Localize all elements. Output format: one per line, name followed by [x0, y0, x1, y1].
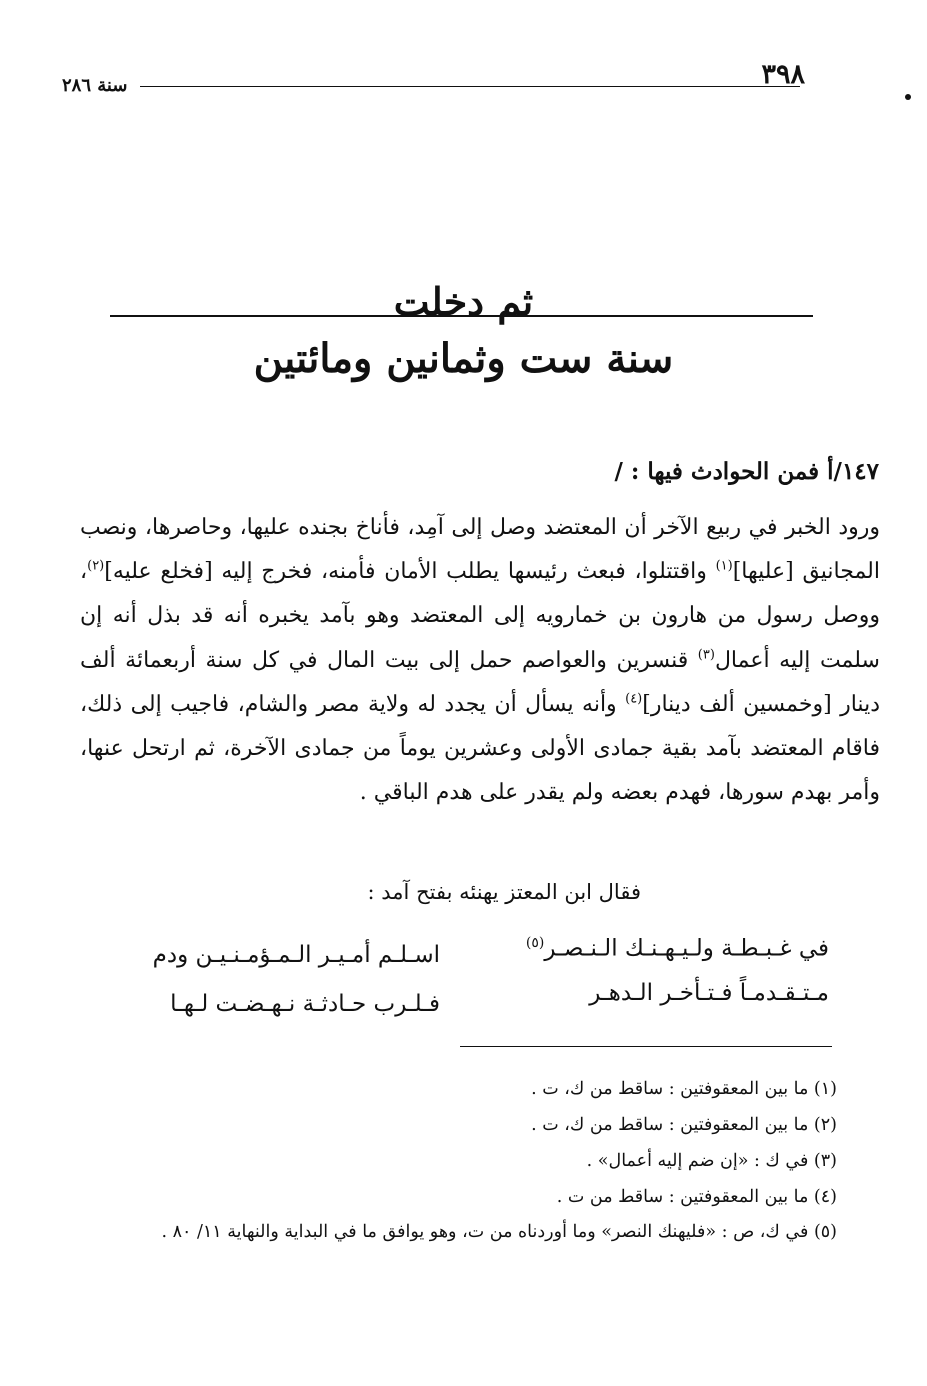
verse2-first-hemistich: فـلـرب حـادثـة نـهـضـت لـهـا	[170, 991, 440, 1017]
paragraph-segment: قنسرين والعواصم حمل إلى بيت المال في كل سنة أربعمائة ألف دينار [وخمسين ألف دينار]	[80, 647, 880, 717]
heading-rule	[110, 315, 813, 317]
footnote-5: (٥) في ك، ص : «فليهنك النصر» وما أوردناه من ت، وهو يوافق ما في البداية والنهاية ١١/ ٨٠ .	[161, 1222, 837, 1242]
footnote-ref-2: (٢)	[87, 558, 105, 574]
footnote-4: (٤) ما بين المعقوفتين : ساقط من ت .	[556, 1187, 837, 1207]
footnote-ref-4: (٤)	[625, 691, 643, 707]
footnote-ref-5: (٥)	[525, 935, 545, 951]
verse2-second-hemistich: مـتـقـدمـاً فـتـأخـر الـدهـر	[589, 980, 829, 1006]
verse1-first-hemistich: اسـلـم أمـيـر الـمـؤمـنـيـن ودم	[152, 942, 440, 968]
poem-intro: فقال ابن المعتز يهنئه بفتح آمد :	[367, 880, 641, 904]
footnote-2: (٢) ما بين المعقوفتين : ساقط من ك، ت .	[531, 1115, 837, 1135]
heading-line1-text: ثم دخلت	[393, 279, 534, 324]
running-title: سنة ٢٨٦	[62, 75, 128, 96]
footnote-3: (٣) في ك : «إن ضم إليه أعمال» .	[586, 1151, 837, 1171]
paragraph-segment: ورود الخبر في ربيع الآخر أن المعتضد وصل إلى آمِد، فأناخ بجنده عليها، وحاصرها، ونصب المجانيق [عليها]	[80, 515, 880, 585]
footnote-rule	[460, 1046, 832, 1047]
paragraph-segment: وأنه يسأل أن يجدد له ولاية مصر والشام، فاجيب إلى ذلك، فاقام المعتضد بآمد بقية جمادى الأولى وعشرين يوماً من جمادى الآخرة، ثم ارتحل عنها، وأمر بهدم سورها، فهدم بعضه ولم يقدر على هدم الباقي .	[80, 691, 880, 806]
footnote-1: (١) ما بين المعقوفتين : ساقط من ك، ت .	[531, 1079, 837, 1099]
paragraph-segment: ، ووصل رسول من هارون بن خمارويه إلى المعتضد وهو بآمد يخبره أنه قد بذل أنه إن سلمت إليه أعمال	[80, 559, 880, 673]
footnote-ref-3: (٣)	[697, 647, 715, 663]
verse1-second-text: في غـبـطـة ولـيـهـنـك الـنـصـر	[544, 935, 829, 962]
margin-dot	[905, 94, 911, 100]
subheading: ١٤٧/أ فمن الحوادث فيها : /	[614, 458, 879, 485]
paragraph-segment: واقتتلوا، فبعث رئيسها يطلب الأمان فأمنه، فخرج إليه [فخلع عليه]	[104, 559, 716, 585]
body-paragraph	[80, 506, 880, 815]
verse1-second-hemistich	[526, 926, 829, 966]
section-heading-line1	[0, 278, 927, 326]
page-number: ٣٩٨	[761, 59, 805, 90]
section-heading-line2: سنة ست وثمانين ومائتين	[253, 335, 674, 382]
header-rule	[140, 86, 800, 87]
footnote-ref-1: (١)	[715, 558, 733, 574]
